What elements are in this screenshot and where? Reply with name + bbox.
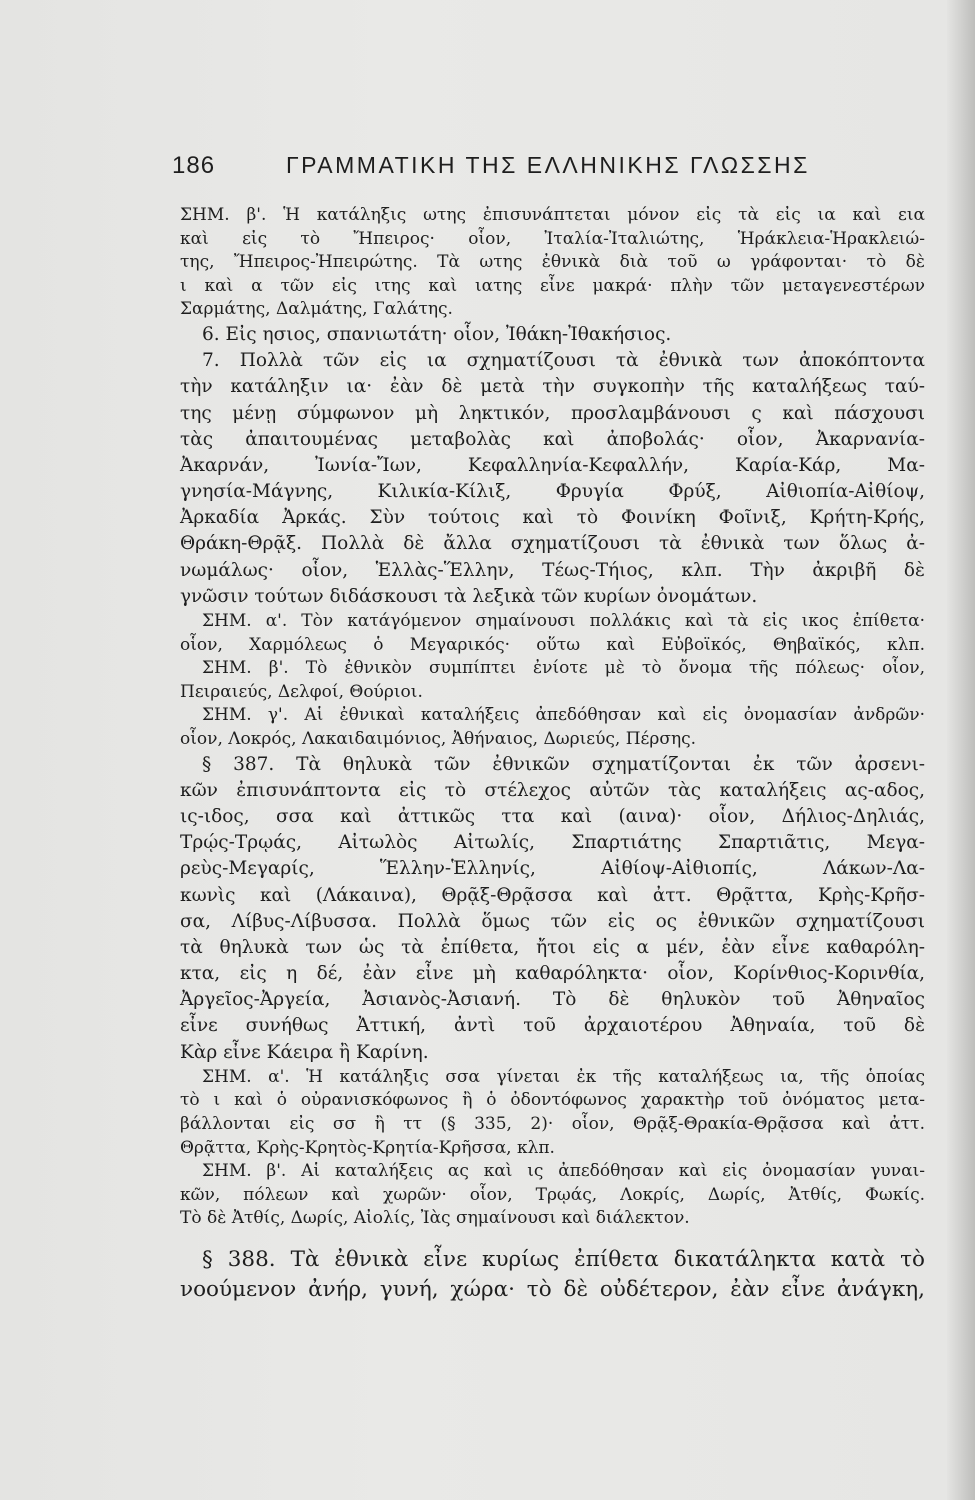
text-line: της μένῃ σύμφωνον μὴ ληκτικόν, προσλαμβάνουσι ς καὶ πάσχουσι <box>180 402 925 424</box>
text-line: τὴν κατάληξιν ια· ἐὰν δὲ μετὰ τὴν συγκοπὴν τῆς καταλήξεως ταύ- <box>180 376 925 398</box>
text-line: κῶν ἐπισυνάπτοντα εἰς τὸ στέλεχος αὐτῶν τὰς καταλήξεις ας-αδος, <box>180 779 925 801</box>
text-line: ΣΗΜ. β'. Αἱ καταλήξεις ας καὶ ις ἀπεδόθησαν καὶ εἰς ὀνομασίαν γυναι- <box>202 1161 925 1182</box>
text-line: ρεὺς-Μεγαρίς, Ἕλλην-Ἑλληνίς, Αἰθίοψ-Αἰθιοπίς, Λάκων-Λα- <box>180 858 925 880</box>
text-line: ις-ιδος, σσα καὶ ἀττικῶς ττα καὶ (αινα)· οἷον, Δήλιος-Δηλιάς, <box>180 805 925 827</box>
text-line: Κὰρ εἶνε Κάειρα ἢ Καρίνη. <box>180 1041 429 1063</box>
text-line: οἷον, Χαρμόλεως ὁ Μεγαρικός· οὕτω καὶ Εὐβοϊκός, Θηβαϊκός, κλπ. <box>180 634 925 655</box>
body-text <box>180 204 925 1305</box>
text-line: γνῶσιν τούτων διδάσκουσι τὰ λεξικὰ τῶν κυρίων ὀνομάτων. <box>180 585 758 607</box>
text-line: Τρῴς-Τρῳάς, Αἰτωλὸς Αἰτωλίς, Σπαρτιάτης Σπαρτιᾶτις, Μεγα- <box>180 832 925 854</box>
text-line: Τὸ δὲ Ἀτθίς, Δωρίς, Αἰολίς, Ἰὰς σημαίνουσι καὶ διάλεκτον. <box>180 1208 690 1229</box>
text-line: καὶ εἰς τὸ Ἤπειρος· οἷον, Ἰταλία-Ἰταλιώτης, Ἡράκλεια-Ἡρακλειώ- <box>180 228 925 249</box>
text-line: τὸ ι καὶ ὁ οὐρανισκόφωνος ἢ ὁ ὀδοντόφωνος χαρακτὴρ τοῦ ὀνόματος μετα- <box>180 1090 925 1111</box>
text-line: ΣΗΜ. α'. Ἡ κατάληξις σσα γίνεται ἐκ τῆς καταλήξεως ια, τῆς ὁποίας <box>202 1066 925 1087</box>
text-line: οἷον, Λοκρός, Λακαιδαιμόνιος, Ἀθήναιος, Δωριεύς, Πέρσης. <box>180 729 697 749</box>
text-line: § 388. Τὰ ἐθνικὰ εἶνε κυρίως ἐπίθετα δικατάληκτα κατὰ τὸ <box>202 1247 925 1272</box>
text-line: κτα, εἰς η δέ, ἐὰν εἶνε μὴ καθαρόληκτα· οἷον, Κορίνθιος-Κορινθία, <box>180 963 925 985</box>
text-line: τὰς ἀπαιτουμένας μεταβολὰς καὶ ἀποβολάς· οἷον, Ἀκαρνανία- <box>180 428 925 450</box>
text-line: Σαρμάτης, Δαλμάτης, Γαλάτης. <box>180 299 453 320</box>
page-edge-shadow <box>947 0 975 1500</box>
text-line: βάλλονται εἰς σσ ἢ ττ (§ 335, 2)· οἷον, Θρᾷξ-Θρακία-Θρᾷσσα καὶ ἀττ. <box>180 1114 925 1135</box>
text-line: Θρᾷττα, Κρὴς-Κρητὸς-Κρητία-Κρῆσσα, κλπ. <box>180 1137 555 1158</box>
text-line: κωνὶς καὶ (Λάκαινα), Θρᾷξ-Θρᾷσσα καὶ ἀττ. Θρᾷττα, Κρὴς-Κρῆσ- <box>180 884 925 906</box>
text-line: τὰ θηλυκὰ των ὡς τὰ ἐπίθετα, ἤτοι εἰς α μέν, ἐὰν εἶνε καθαρόλη- <box>180 936 925 958</box>
page-header <box>172 150 932 190</box>
text-line: Ἀργεῖος-Ἀργεία, Ἀσιανὸς-Ἀσιανή. Τὸ δὲ θηλυκὸν τοῦ Ἀθηναῖος <box>180 989 925 1011</box>
text-line: ΣΗΜ. α'. Τὸν κατάγόμενον σημαίνουσι πολλάκις καὶ τὰ εἰς ικος ἐπίθετα· <box>202 611 925 632</box>
text-line: νοούμενον ἀνήρ, γυνή, χώρα· τὸ δὲ οὐδέτερον, ἐὰν εἶνε ἀνάγκη, <box>180 1277 925 1303</box>
text-line: ι καὶ α τῶν εἰς ιτης καὶ ιατης εἶνε μακρά· πλὴν τῶν μεταγενεστέρων <box>180 275 925 296</box>
text-line: σα, Λίβυς-Λίβυσσα. Πολλὰ ὅμως τῶν εἰς ος ἐθνικῶν σχηματίζουσι <box>180 910 925 932</box>
text-line: 7. Πολλὰ τῶν εἰς ια σχηματίζουσι τὰ ἐθνικὰ των ἀποκόπτοντα <box>202 350 925 372</box>
text-line: ΣΗΜ. γ'. Αἱ ἐθνικαὶ καταλήξεις ἀπεδόθησαν καὶ εἰς ὀνομασίαν ἀνδρῶν· <box>202 705 925 726</box>
text-line: ΣΗΜ. β'. Ἡ κατάληξις ωτης ἐπισυνάπτεται μόνον εἰς τὰ εἰς ια καὶ εια <box>180 205 925 225</box>
text-line: 6. Εἰς ησιος, σπανιωτάτη· οἷον, Ἰθάκη-Ἰθακήσιος. <box>202 323 672 345</box>
text-line: κῶν, πόλεων καὶ χωρῶν· οἷον, Τρῳάς, Λοκρίς, Δωρίς, Ἀτθίς, Φωκίς. <box>180 1184 925 1205</box>
text-line: εἶνε συνήθως Ἀττική, ἀντὶ τοῦ ἀρχαιοτέρου Ἀθηναία, τοῦ δὲ <box>180 1015 925 1037</box>
running-title: ΓΡΑΜΜΑΤΙΚΗ ΤΗΣ ΕΛΛΗΝΙΚΗΣ ΓΛΩΣΣΗΣ <box>286 152 810 178</box>
text-line: Πειραιεύς, Δελφοί, Θούριοι. <box>180 681 423 702</box>
text-line: ΣΗΜ. β'. Τὸ ἐθνικὸν συμπίπτει ἐνίοτε μὲ τὸ ὄνομα τῆς πόλεως· οἷον, <box>202 658 925 679</box>
text-line: Ἀκαρνάν, Ἰωνία-Ἴων, Κεφαλληνία-Κεφαλλήν, Καρία-Κάρ, Μα- <box>180 454 925 476</box>
text-line: § 387. Τὰ θηλυκὰ τῶν ἐθνικῶν σχηματίζονται ἐκ τῶν ἀρσενι- <box>202 753 925 775</box>
text-line: της, Ἤπειρος-Ἠπειρώτης. Τὰ ωτης ἐθνικὰ διὰ τοῦ ω γράφονται· τὸ δὲ <box>180 252 925 273</box>
text-line: γνησία-Μάγνης, Κιλικία-Κίλιξ, Φρυγία Φρύξ, Αἰθιοπία-Αἰθίοψ, <box>180 481 925 503</box>
text-line: Ἀρκαδία Ἀρκάς. Σὺν τούτοις καὶ τὸ Φοινίκη Φοῖνιξ, Κρήτη-Κρής, <box>180 507 925 529</box>
text-line: Θράκη-Θρᾷξ. Πολλὰ δὲ ἄλλα σχηματίζουσι τὰ ἐθνικὰ των ὅλως ἀ- <box>180 533 925 555</box>
page-number: 186 <box>172 152 216 179</box>
text-line: νωμάλως· οἷον, Ἑλλὰς-Ἕλλην, Τέως-Τήιος, κλπ. Τὴν ἀκριβῆ δὲ <box>180 559 925 581</box>
